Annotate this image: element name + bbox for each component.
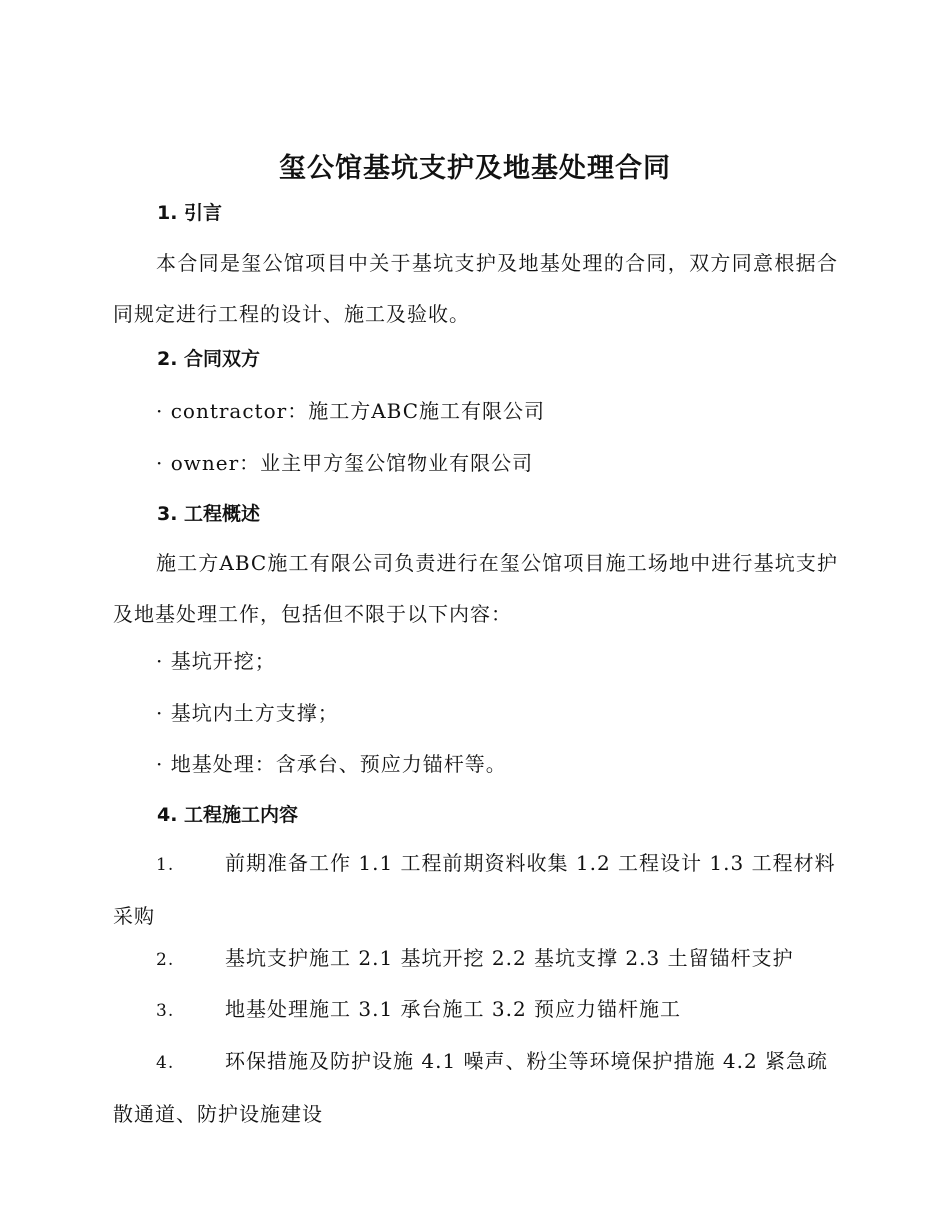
numbered-item — [113, 984, 838, 1037]
section-heading: 3. 工程概述 — [157, 503, 261, 525]
section-paragraph: 本合同是玺公馆项目中关于基坑支护及地基处理的合同，双方同意根据合同规定进行工程的设计、施工及验收。 — [113, 251, 838, 326]
list-item: · 基坑开挖； — [156, 649, 276, 673]
section-heading: 1. 引言 — [157, 202, 223, 224]
item-number: 2. — [156, 950, 175, 970]
item-text: 地基处理施工 3.1 承台施工 3.2 预应力锚杆施工 — [225, 997, 682, 1021]
section-heading: 2. 合同双方 — [157, 348, 261, 370]
list-item: · 基坑内土方支撑； — [156, 701, 339, 725]
section-paragraph: 施工方ABC施工有限公司负责进行在玺公馆项目施工场地中进行基坑支护及地基处理工作，包括但不限于以下内容： — [113, 551, 838, 626]
item-text: 环保措施及防护设施 4.1 噪声、粉尘等环境保护措施 4.2 紧急疏散通道、防护设施建设 — [113, 1049, 829, 1126]
numbered-item — [113, 1036, 838, 1140]
item-text: 前期准备工作 1.1 工程前期资料收集 1.2 工程设计 1.3 工程材料采购 — [113, 851, 836, 928]
item-number: 1. — [156, 855, 175, 875]
document-title: 玺公馆基坑支护及地基处理合同 — [279, 153, 671, 184]
party-owner: · owner：业主甲方玺公馆物业有限公司 — [156, 451, 534, 475]
item-text: 基坑支护施工 2.1 基坑开挖 2.2 基坑支撑 2.3 土留锚杆支护 — [225, 946, 794, 970]
section-heading: 4. 工程施工内容 — [157, 804, 299, 826]
list-item: · 地基处理：含承台、预应力锚杆等。 — [156, 752, 507, 776]
numbered-item — [113, 838, 838, 942]
party-contractor: · contractor：施工方ABC施工有限公司 — [156, 399, 546, 423]
item-number: 3. — [156, 1001, 175, 1021]
numbered-item — [113, 933, 838, 986]
item-number: 4. — [156, 1053, 175, 1073]
